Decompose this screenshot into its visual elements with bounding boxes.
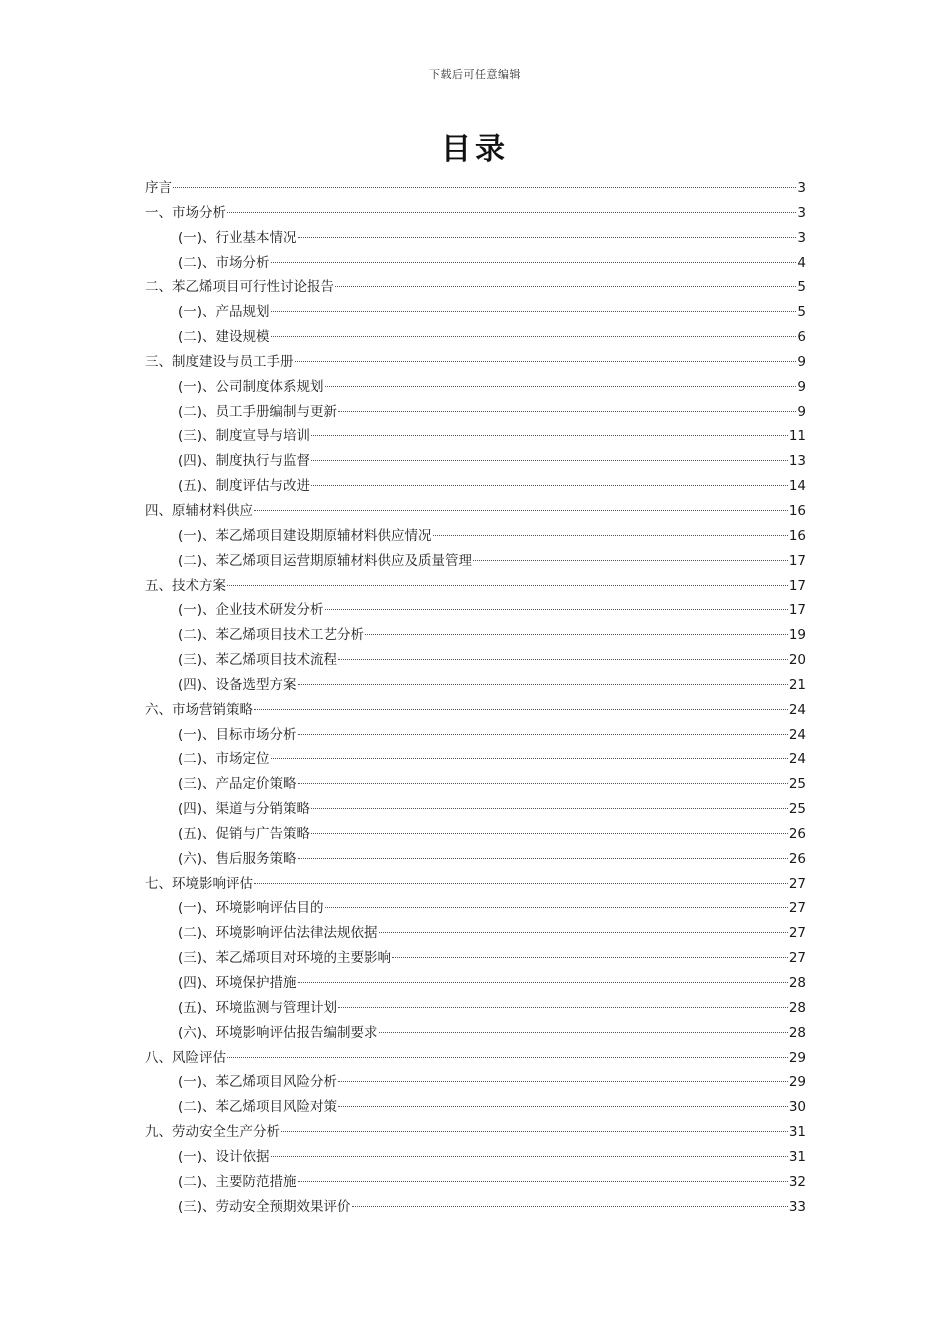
toc-page-number: 3 [797,180,806,196]
toc-page-number: 33 [788,1198,806,1215]
toc-page-number: 16 [788,502,806,519]
toc-entry-label: (五)、环境监测与管理计划 [178,999,338,1016]
toc-dot-leader [254,510,788,511]
toc-entry-label: (二)、环境影响评估法律法规依据 [178,925,378,942]
toc-section-entry[interactable] [145,325,806,350]
toc-page-number: 24 [788,726,806,743]
toc-entry-label: 七、环境影响评估 [145,875,253,892]
toc-dot-leader [325,609,788,610]
toc-entry-label: (二)、市场分析 [178,254,270,271]
toc-section-entry[interactable] [145,797,806,822]
toc-page-number: 27 [788,925,806,942]
toc-entry-label: (三)、产品定价策略 [178,776,297,793]
toc-entry-label: (四)、制度执行与监督 [178,453,311,470]
toc-section-entry[interactable] [145,400,806,425]
toc-entry-label: (一)、公司制度体系规划 [178,378,324,395]
toc-page-number: 26 [788,825,806,842]
toc-section-entry[interactable] [145,747,806,772]
toc-entry-label: 六、市场营销策略 [145,701,253,718]
toc-page-number: 28 [788,999,806,1016]
toc-entry-label: (一)、产品规划 [178,304,270,321]
toc-section-entry[interactable] [145,623,806,648]
toc-section-entry[interactable] [145,648,806,673]
toc-page-number: 24 [788,701,806,718]
toc-page-number: 21 [788,676,806,693]
toc-dot-leader [271,336,797,337]
toc-dot-leader [254,883,788,884]
toc-dot-leader [325,907,788,908]
toc-section-entry[interactable] [145,300,806,325]
toc-page-number: 14 [788,478,806,495]
toc-section-entry[interactable] [145,226,806,251]
toc-dot-leader [311,435,788,436]
toc-page-number: 26 [788,850,806,867]
toc-dot-leader [227,585,788,586]
toc-page-number: 29 [788,1049,806,1066]
toc-page-number: 32 [788,1173,806,1190]
toc-entry-label: (六)、售后服务策略 [178,850,297,867]
toc-entry-label: 二、苯乙烯项目可行性讨论报告 [145,279,334,296]
toc-section-entry[interactable] [145,723,806,748]
toc-section-entry[interactable] [145,251,806,276]
toc-entry-label: (三)、劳动安全预期效果评价 [178,1198,351,1215]
toc-dot-leader [473,560,788,561]
toc-entry-label: (五)、制度评估与改进 [178,478,311,495]
toc-page-number: 17 [788,602,806,619]
toc-chapter-entry[interactable] [145,698,806,723]
toc-page-number: 13 [788,453,806,470]
toc-section-entry[interactable] [145,921,806,946]
toc-page-number: 4 [797,254,806,271]
toc-chapter-entry[interactable] [145,1120,806,1145]
toc-page-number: 9 [797,378,806,395]
toc-section-entry[interactable] [145,424,806,449]
toc-chapter-entry[interactable] [145,1046,806,1071]
toc-entry-label: 五、技术方案 [145,577,226,594]
toc-entry-label: (四)、设备选型方案 [178,676,297,693]
toc-entry-label: (二)、市场定位 [178,751,270,768]
toc-section-entry[interactable] [145,598,806,623]
page-title: 目录 [441,132,509,167]
toc-dot-leader [338,411,796,412]
toc-dot-leader [352,1206,788,1207]
toc-dot-leader [325,386,797,387]
toc-entry-label: (二)、苯乙烯项目技术工艺分析 [178,627,365,644]
toc-entry-label: (一)、目标市场分析 [178,726,297,743]
toc-dot-leader [298,684,788,685]
toc-page-number: 5 [797,304,806,321]
toc-entry-label: 三、制度建设与员工手册 [145,353,294,370]
toc-chapter-entry[interactable] [145,872,806,897]
table-of-contents [145,176,806,1219]
toc-section-entry[interactable] [145,449,806,474]
toc-chapter-entry[interactable] [145,574,806,599]
toc-entry-label: (四)、环境保护措施 [178,975,297,991]
toc-dot-leader [338,1106,788,1107]
toc-section-entry[interactable] [145,1170,806,1195]
toc-section-entry[interactable] [145,549,806,574]
toc-dot-leader [298,237,797,238]
toc-entry-label: (一)、企业技术研发分析 [178,602,324,619]
toc-dot-leader [254,709,788,710]
toc-dot-leader [271,262,797,263]
toc-entry-label: 九、劳动安全生产分析 [145,1124,280,1141]
toc-dot-leader [271,311,797,312]
toc-entry-label: 四、原辅材料供应 [145,502,253,519]
toc-entry-label: 八、风险评估 [145,1049,226,1066]
toc-entry-label: (一)、设计依据 [178,1148,270,1165]
toc-dot-leader [311,485,788,486]
toc-page-number: 6 [797,329,806,346]
toc-section-entry[interactable] [145,375,806,400]
toc-dot-leader [298,734,788,735]
toc-dot-leader [311,808,788,809]
toc-page-number: 11 [788,428,806,445]
toc-entry-label: (三)、苯乙烯项目技术流程 [178,652,338,669]
toc-entry-label: 一、市场分析 [145,204,226,221]
toc-entry-label: (五)、促销与广告策略 [178,825,311,842]
toc-dot-leader [379,1032,788,1033]
toc-page-number: 27 [788,950,806,967]
toc-entry-label: (二)、苯乙烯项目运营期原辅材料供应及质量管理 [178,552,473,569]
toc-page-number: 17 [788,552,806,569]
toc-dot-leader [227,1057,788,1058]
toc-section-entry[interactable] [145,896,806,921]
toc-page-number: 25 [788,801,806,818]
toc-page-number: 27 [788,875,806,892]
toc-dot-leader [338,1081,788,1082]
toc-dot-leader [173,187,796,188]
toc-entry-label: (二)、苯乙烯项目风险对策 [178,1099,338,1116]
toc-chapter-entry[interactable] [145,201,806,226]
toc-page-number: 30 [788,1099,806,1116]
toc-section-entry[interactable] [145,1095,806,1120]
toc-dot-leader [281,1131,788,1132]
toc-section-entry[interactable] [145,971,806,996]
toc-section-entry[interactable] [145,1145,806,1170]
toc-page-number: 19 [788,627,806,644]
toc-page-number: 20 [788,652,806,669]
toc-entry-label: (四)、渠道与分销策略 [178,801,311,818]
toc-page-number: 31 [788,1124,806,1141]
toc-page-number: 5 [797,279,806,296]
toc-page-number: 28 [788,1024,806,1041]
toc-chapter-entry[interactable] [145,350,806,375]
toc-page-number: 3 [797,229,806,246]
toc-dot-leader [271,1156,788,1157]
toc-section-entry[interactable] [145,1070,806,1095]
toc-section-entry[interactable] [145,1195,806,1220]
toc-entry-label: (二)、主要防范措施 [178,1173,297,1190]
toc-dot-leader [379,932,788,933]
toc-page-number: 28 [788,975,806,991]
toc-page-number: 17 [788,577,806,594]
toc-dot-leader [298,858,788,859]
toc-section-entry[interactable] [145,524,806,549]
toc-dot-leader [295,361,797,362]
header-note: 下载后可任意编辑 [429,68,521,81]
toc-chapter-entry[interactable] [145,275,806,300]
toc-page-number: 27 [788,900,806,917]
toc-page-number: 9 [797,353,806,370]
toc-section-entry[interactable] [145,772,806,797]
toc-section-entry[interactable] [145,996,806,1021]
toc-entry-label: (一)、行业基本情况 [178,229,297,246]
toc-dot-leader [271,758,788,759]
toc-section-entry[interactable] [145,1021,806,1046]
toc-page-number: 29 [788,1074,806,1091]
toc-dot-leader [311,833,788,834]
toc-chapter-entry[interactable] [145,176,806,201]
toc-dot-leader [298,783,788,784]
toc-page-number: 16 [788,527,806,544]
toc-entry-label: (一)、环境影响评估目的 [178,900,324,917]
toc-entry-label: (三)、制度宣导与培训 [178,428,311,445]
toc-section-entry[interactable] [145,822,806,847]
toc-entry-label: (一)、苯乙烯项目建设期原辅材料供应情况 [178,527,432,544]
toc-dot-leader [298,982,788,983]
toc-entry-label: (二)、建设规模 [178,329,270,346]
toc-entry-label: (一)、苯乙烯项目风险分析 [178,1074,338,1091]
toc-section-entry[interactable] [145,474,806,499]
toc-dot-leader [338,1007,788,1008]
toc-section-entry[interactable] [145,847,806,872]
toc-entry-label: (六)、环境影响评估报告编制要求 [178,1024,378,1041]
toc-page-number: 3 [797,204,806,221]
toc-dot-leader [392,957,788,958]
toc-entry-label: (二)、员工手册编制与更新 [178,403,338,420]
toc-entry-label: 序言 [145,180,172,196]
toc-dot-leader [365,634,788,635]
toc-dot-leader [227,212,796,213]
toc-chapter-entry[interactable] [145,499,806,524]
toc-page-number: 9 [797,403,806,420]
toc-section-entry[interactable] [145,673,806,698]
toc-dot-leader [298,1181,788,1182]
toc-section-entry[interactable] [145,946,806,971]
toc-entry-label: (三)、苯乙烯项目对环境的主要影响 [178,950,392,967]
toc-page-number: 24 [788,751,806,768]
toc-dot-leader [335,286,796,287]
toc-dot-leader [338,659,788,660]
toc-dot-leader [433,535,788,536]
toc-dot-leader [311,460,788,461]
toc-page-number: 31 [788,1148,806,1165]
toc-page-number: 25 [788,776,806,793]
